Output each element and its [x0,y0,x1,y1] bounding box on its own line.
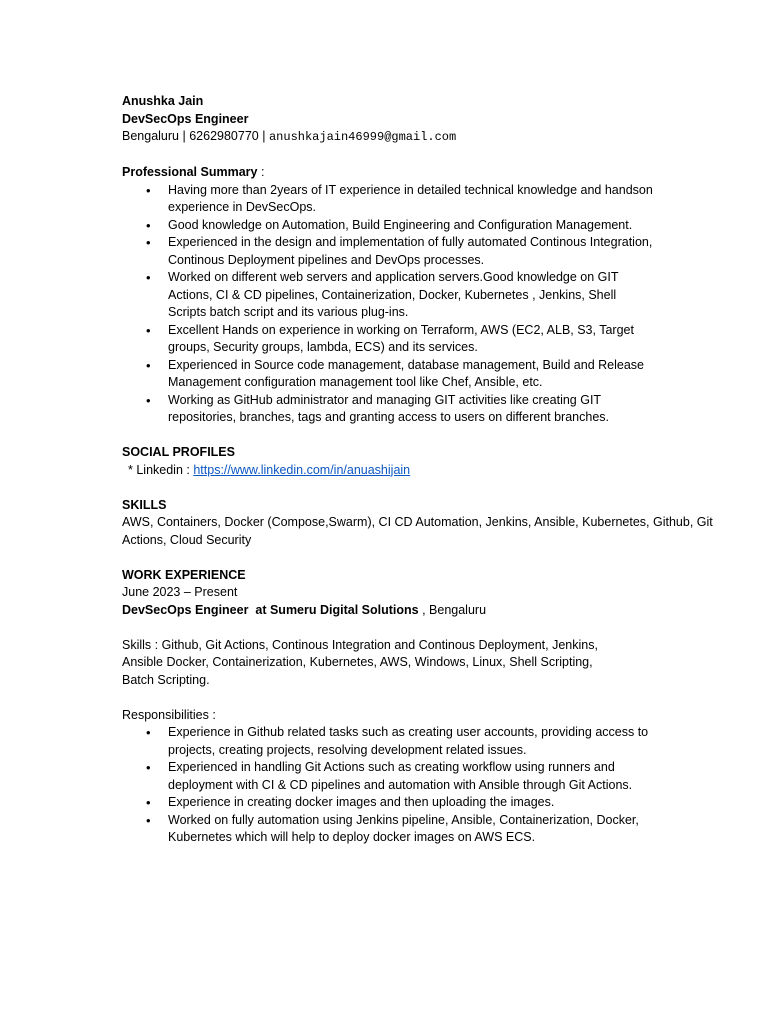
contact-separator: | [262,129,266,143]
list-item: • Experienced in handling Git Actions such as creating workflow using runners and deployment with CI & CD pipelines and automation with Ansible through Git Actions. [168,759,653,794]
social-heading: SOCIAL PROFILES [122,445,235,459]
work-period: June 2023 – Present [122,585,238,599]
work-location: , Bengaluru [418,602,487,617]
spacer [122,479,722,497]
resume-page [122,93,722,847]
list-item: • Worked on fully automation using Jenkins pipeline, Ansible, Containerization, Docker, Kubernetes which will help to deploy docker images on AWS ECS. [168,812,653,847]
list-item: • Good knowledge on Automation, Build Engineering and Configuration Management. [168,217,653,235]
spacer [122,689,722,707]
list-item: • Worked on different web servers and application servers.Good knowledge on GIT Actions, CI & CD pipelines, Containerization, Docker, Kubernetes , Jenkins, Shell Scripts batch script and its various plug-ins. [168,269,653,322]
list-item: • Experienced in the design and implementation of fully automated Continous Integration, Continous Deployment pipelines and DevOps processes. [168,234,653,269]
contact-line [122,128,722,147]
responsibilities-heading: Responsibilities : [122,707,216,722]
list-item: • Working as GitHub administrator and managing GIT activities like creating GIT repositories, branches, tags and granting access to users on different branches. [168,392,653,427]
skills-text: AWS, Containers, Docker (Compose,Swarm), CI CD Automation, Jenkins, Ansible, Kubernetes, Github, Git Actions, Cloud Security [122,515,713,547]
candidate-name: Anushka Jain [122,94,204,108]
work-title-line [122,602,722,620]
work-heading: WORK EXPERIENCE [122,567,246,582]
spacer [122,147,722,165]
spacer [122,427,722,445]
work-title: DevSecOps Engineer at Sumeru Digital Solutions [122,602,419,617]
work-skills: Skills : Github, Git Actions, Continous Integration and Continous Deployment, Jenkins, Ansible Docker, Containerization, Kubernetes, AWS, Windows, Linux, Shell Scripting, Batch Scripting. [122,637,598,687]
list-item: • Experience in Github related tasks such as creating user accounts, providing access to projects, creating projects, resolving development related issues. [168,724,653,759]
list-item: • Excellent Hands on experience in working on Terraform, AWS (EC2, ALB, S3, Target groups, Security groups, lambda, ECS) and its services. [168,322,653,357]
skills-heading: SKILLS [122,497,167,512]
contact-email: anushkajain46999@gmail.com [268,130,457,144]
spacer [122,549,722,567]
contact-phone: 6262980770 [189,129,259,143]
spacer [122,619,722,637]
list-item: • Experience in creating docker images and then uploading the images. [168,794,653,812]
list-item: • Having more than 2years of IT experience in detailed technical knowledge and handson experience in DevSecOps. [168,182,653,217]
summary-list [122,182,722,427]
linkedin-line [122,462,722,480]
linkedin-label: * Linkedin : [128,462,190,477]
candidate-role: DevSecOps Engineer [122,111,249,126]
summary-heading: Professional Summary : [122,165,265,179]
linkedin-link[interactable]: https://www.linkedin.com/in/anuashijain [193,462,411,477]
responsibilities-list [122,724,722,847]
contact-location: Bengaluru [122,129,179,143]
contact-separator: | [182,129,186,143]
list-item: • Experienced in Source code management, database management, Build and Release Management configuration management tool like Chef, Ansible, etc. [168,357,653,392]
